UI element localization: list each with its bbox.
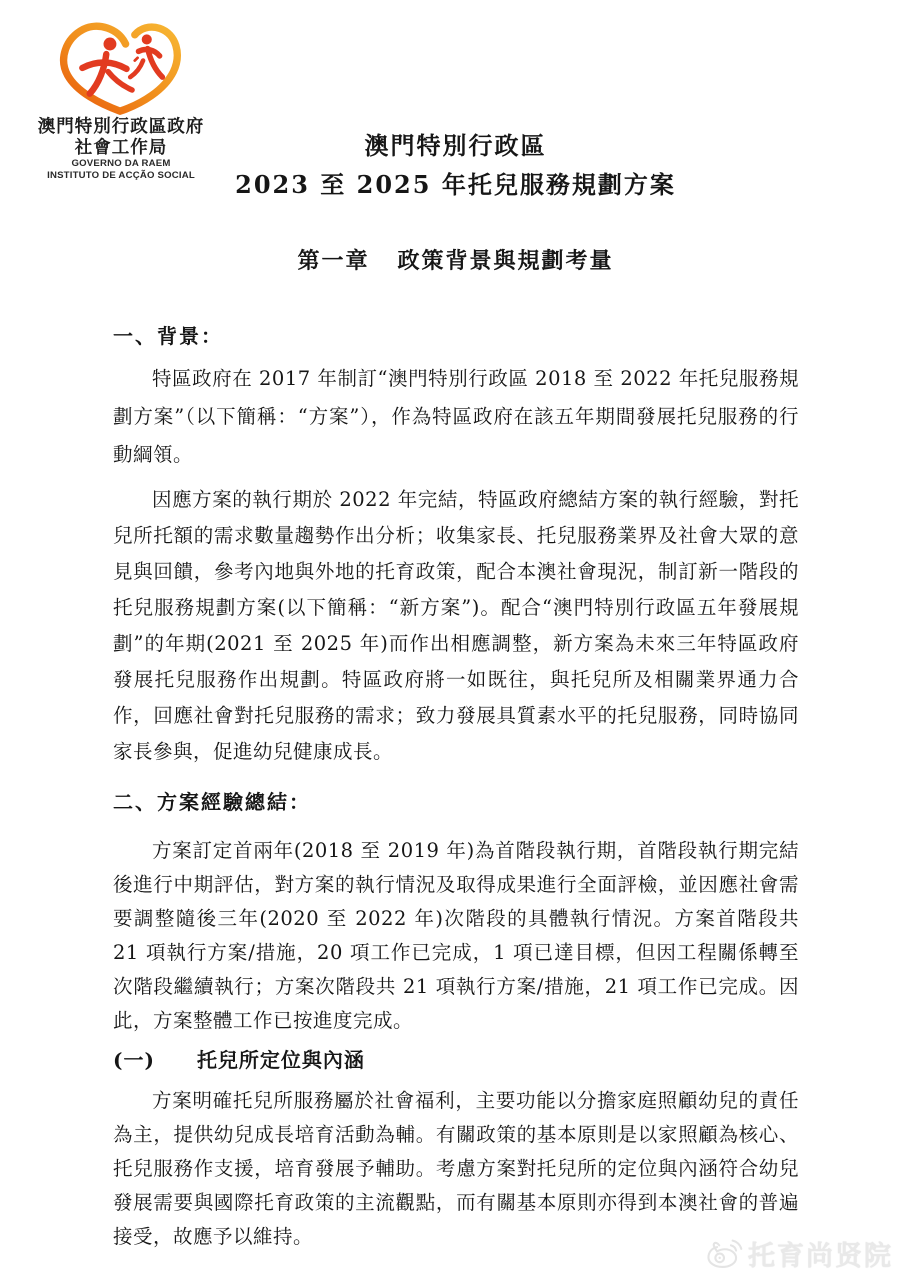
org-name-cn-line1: 澳門特別行政區政府 <box>37 116 205 136</box>
chapter-heading <box>0 246 911 276</box>
chapter-title: 政策背景與規劃考量 <box>397 248 614 274</box>
agency-logo-block <box>28 18 214 182</box>
paragraph: 因應方案的執行期於 2022 年完結，特區政府總結方案的執行經驗，對托兒所托額的需求數量趨勢作出分析；收集家長、托兒服務業界及社會大眾的意見與回饋，參考內地與外地的托育政策，配合本澳社會現況，制訂新一階段的托兒服務規劃方案(以下簡稱：“新方案”)。配合“澳門特別行政區五年發展規劃”的年期(2021 至 2025 年)而作出相應調整，新方案為未來三年特區政府發展托兒服務作出規劃。特區政府將一如既往，與托兒所及相關業界通力合作，回應社會對托兒服務的需求；致力發展具質素水平的托兒服務，同時協同家長參與，促進幼兒健康成長。 <box>113 488 799 763</box>
weibo-icon <box>705 1238 743 1270</box>
document-body <box>113 322 799 1254</box>
watermark-text: 托育尚贤院 <box>748 1241 893 1271</box>
paragraph: 特區政府在 2017 年制訂“澳門特別行政區 2018 至 2022 年托兒服務規劃方案”（以下簡稱：“方案”），作為特區政府在該五年期間發展托兒服務的行動綱領。 <box>113 367 799 466</box>
org-name-pt-line1: GOVERNO DA RAEM <box>71 158 171 169</box>
section-heading-experience-summary: 二、方案經驗總結： <box>113 790 311 814</box>
org-name-cn-line2: 社會工作局 <box>74 137 168 157</box>
document-title-line2: 2023 至 2025 年托兒服務規劃方案 <box>235 170 676 199</box>
section-heading-background: 一、背景： <box>113 324 223 348</box>
ias-heart-logo <box>52 18 190 116</box>
watermark <box>705 1234 893 1273</box>
chapter-label: 第一章 <box>297 248 370 274</box>
subsection-marker: (一) <box>113 1048 155 1072</box>
document-title-line1: 澳門特別行政區 <box>364 131 547 160</box>
subsection-heading-positioning <box>113 1046 799 1074</box>
paragraph: 方案訂定首兩年(2018 至 2019 年)為首階段執行期，首階段執行期完結後進行中期評估，對方案的執行情況及取得成果進行全面評檢，並因應社會需要調整隨後三年(2020 至 2022 年)次階段的具體執行情況。方案首階段共 21 項執行方案/措施，20 項工作已完成，1 項已達目標，但因工程關係轉至次階段繼續執行；方案次階段共 21 項執行方案/措施，21 項工作已完成。因此，方案整體工作已按進度完成。 <box>113 839 799 1032</box>
subsection-title: 托兒所定位與內涵 <box>196 1048 365 1072</box>
org-name-pt-line2: INSTITUTO DE ACÇÃO SOCIAL <box>47 170 195 181</box>
paragraph: 方案明確托兒所服務屬於社會福利，主要功能以分擔家庭照顧幼兒的責任為主，提供幼兒成長培育活動為輔。有關政策的基本原則是以家照顧為核心、托兒服務作支援，培育發展予輔助。考慮方案對托兒所的定位與內涵符合幼兒發展需要與國際托育政策的主流觀點，而有關基本原則亦得到本澳社會的普遍接受，故應予以維持。 <box>113 1089 799 1248</box>
